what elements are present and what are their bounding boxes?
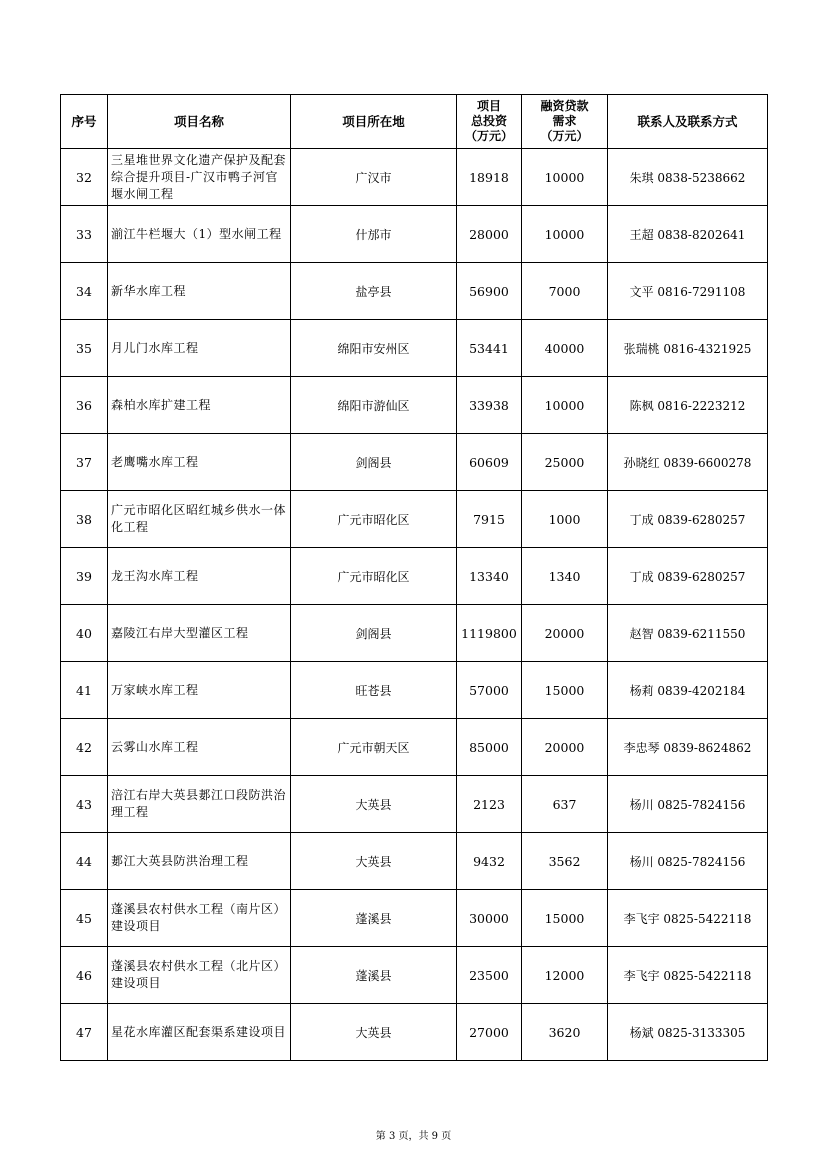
header-contact: 联系人及联系方式 [608,95,768,149]
cell-total-investment: 33938 [457,377,522,434]
cell-loan-demand: 10000 [522,149,608,206]
table-row [61,206,768,263]
cell-project-name: 新华水库工程 [108,263,291,320]
cell-project-name: 云雾山水库工程 [108,719,291,776]
project-table [60,94,768,1061]
cell-project-name: 万家峡水库工程 [108,662,291,719]
cell-location: 广汉市 [291,149,457,206]
cell-contact: 杨川 0825-7824156 [608,776,768,833]
cell-no: 43 [61,776,108,833]
cell-no: 44 [61,833,108,890]
table-row [61,890,768,947]
table-row [61,491,768,548]
cell-location: 大英县 [291,1004,457,1061]
cell-project-name: 涪江右岸大英县郪江口段防洪治理工程 [108,776,291,833]
header-investment [457,95,522,149]
cell-loan-demand: 1340 [522,548,608,605]
cell-total-investment: 57000 [457,662,522,719]
cell-contact: 王超 0838-8202641 [608,206,768,263]
cell-no: 37 [61,434,108,491]
cell-loan-demand: 10000 [522,206,608,263]
cell-contact: 朱琪 0838-5238662 [608,149,768,206]
cell-loan-demand: 20000 [522,605,608,662]
cell-total-investment: 60609 [457,434,522,491]
cell-location: 绵阳市安州区 [291,320,457,377]
cell-loan-demand: 15000 [522,890,608,947]
cell-total-investment: 7915 [457,491,522,548]
cell-contact: 李忠琴 0839-8624862 [608,719,768,776]
cell-no: 40 [61,605,108,662]
header-investment-line: 总投资 [470,114,507,128]
table-row [61,434,768,491]
table-row [61,776,768,833]
header-loan [522,95,608,149]
cell-total-investment: 23500 [457,947,522,1004]
cell-no: 35 [61,320,108,377]
cell-no: 46 [61,947,108,1004]
cell-total-investment: 2123 [457,776,522,833]
cell-contact: 丁成 0839-6280257 [608,548,768,605]
table-row [61,719,768,776]
cell-contact: 孙晓红 0839-6600278 [608,434,768,491]
cell-loan-demand: 25000 [522,434,608,491]
cell-loan-demand: 40000 [522,320,608,377]
cell-project-name: 广元市昭化区昭红城乡供水一体化工程 [108,491,291,548]
cell-contact: 李飞宇 0825-5422118 [608,890,768,947]
cell-location: 盐亭县 [291,263,457,320]
cell-contact: 李飞宇 0825-5422118 [608,947,768,1004]
table-row [61,605,768,662]
cell-loan-demand: 3562 [522,833,608,890]
cell-project-name: 老鹰嘴水库工程 [108,434,291,491]
cell-loan-demand: 637 [522,776,608,833]
cell-project-name: 森柏水库扩建工程 [108,377,291,434]
cell-project-name: 郪江大英县防洪治理工程 [108,833,291,890]
header-name: 项目名称 [108,95,291,149]
cell-contact: 张瑞桃 0816-4321925 [608,320,768,377]
cell-total-investment: 28000 [457,206,522,263]
cell-total-investment: 56900 [457,263,522,320]
cell-loan-demand: 10000 [522,377,608,434]
cell-project-name: 蓬溪县农村供水工程（北片区）建设项目 [108,947,291,1004]
header-no: 序号 [61,95,108,149]
cell-no: 39 [61,548,108,605]
cell-contact: 陈枫 0816-2223212 [608,377,768,434]
cell-location: 剑阁县 [291,605,457,662]
table-row [61,947,768,1004]
cell-no: 38 [61,491,108,548]
cell-total-investment: 27000 [457,1004,522,1061]
cell-no: 45 [61,890,108,947]
cell-loan-demand: 1000 [522,491,608,548]
cell-total-investment: 85000 [457,719,522,776]
cell-location: 广元市朝天区 [291,719,457,776]
table-header-row [61,95,768,149]
cell-no: 36 [61,377,108,434]
table-row [61,377,768,434]
cell-loan-demand: 15000 [522,662,608,719]
header-loan-line: 融资贷款 [540,99,589,113]
cell-location: 旺苍县 [291,662,457,719]
cell-contact: 杨斌 0825-3133305 [608,1004,768,1061]
header-location: 项目所在地 [291,95,457,149]
cell-total-investment: 30000 [457,890,522,947]
cell-contact: 文平 0816-7291108 [608,263,768,320]
cell-loan-demand: 12000 [522,947,608,1004]
cell-total-investment: 18918 [457,149,522,206]
table-row [61,833,768,890]
cell-no: 34 [61,263,108,320]
page-footer: 第 3 页，共 9 页 [375,1131,452,1142]
cell-no: 47 [61,1004,108,1061]
cell-location: 大英县 [291,776,457,833]
cell-no: 42 [61,719,108,776]
cell-location: 蓬溪县 [291,947,457,1004]
header-investment-line: 项目 [476,99,501,113]
cell-project-name: 湔江牛栏堰大（1）型水闸工程 [108,206,291,263]
cell-no: 32 [61,149,108,206]
cell-total-investment: 1119800 [457,605,522,662]
cell-location: 剑阁县 [291,434,457,491]
cell-loan-demand: 7000 [522,263,608,320]
table-row [61,320,768,377]
cell-contact: 丁成 0839-6280257 [608,491,768,548]
table-row [61,1004,768,1061]
header-loan-line: （万元） [540,129,589,143]
cell-project-name: 星花水库灌区配套渠系建设项目 [108,1004,291,1061]
cell-contact: 赵智 0839-6211550 [608,605,768,662]
cell-no: 33 [61,206,108,263]
cell-loan-demand: 3620 [522,1004,608,1061]
cell-location: 广元市昭化区 [291,491,457,548]
table-row [61,149,768,206]
cell-total-investment: 9432 [457,833,522,890]
header-investment-line: （万元） [464,129,513,143]
cell-contact: 杨莉 0839-4202184 [608,662,768,719]
cell-location: 绵阳市游仙区 [291,377,457,434]
table-row [61,548,768,605]
cell-total-investment: 13340 [457,548,522,605]
cell-project-name: 嘉陵江右岸大型灌区工程 [108,605,291,662]
cell-contact: 杨川 0825-7824156 [608,833,768,890]
cell-location: 蓬溪县 [291,890,457,947]
table-row [61,662,768,719]
cell-project-name: 龙王沟水库工程 [108,548,291,605]
cell-location: 广元市昭化区 [291,548,457,605]
cell-loan-demand: 20000 [522,719,608,776]
cell-project-name: 月儿门水库工程 [108,320,291,377]
cell-project-name: 三星堆世界文化遗产保护及配套综合提升项目-广汉市鸭子河官堰水闸工程 [108,149,291,206]
cell-no: 41 [61,662,108,719]
cell-total-investment: 53441 [457,320,522,377]
header-loan-line: 需求 [552,114,577,128]
cell-location: 什邡市 [291,206,457,263]
cell-location: 大英县 [291,833,457,890]
table-row [61,263,768,320]
cell-project-name: 蓬溪县农村供水工程（南片区）建设项目 [108,890,291,947]
